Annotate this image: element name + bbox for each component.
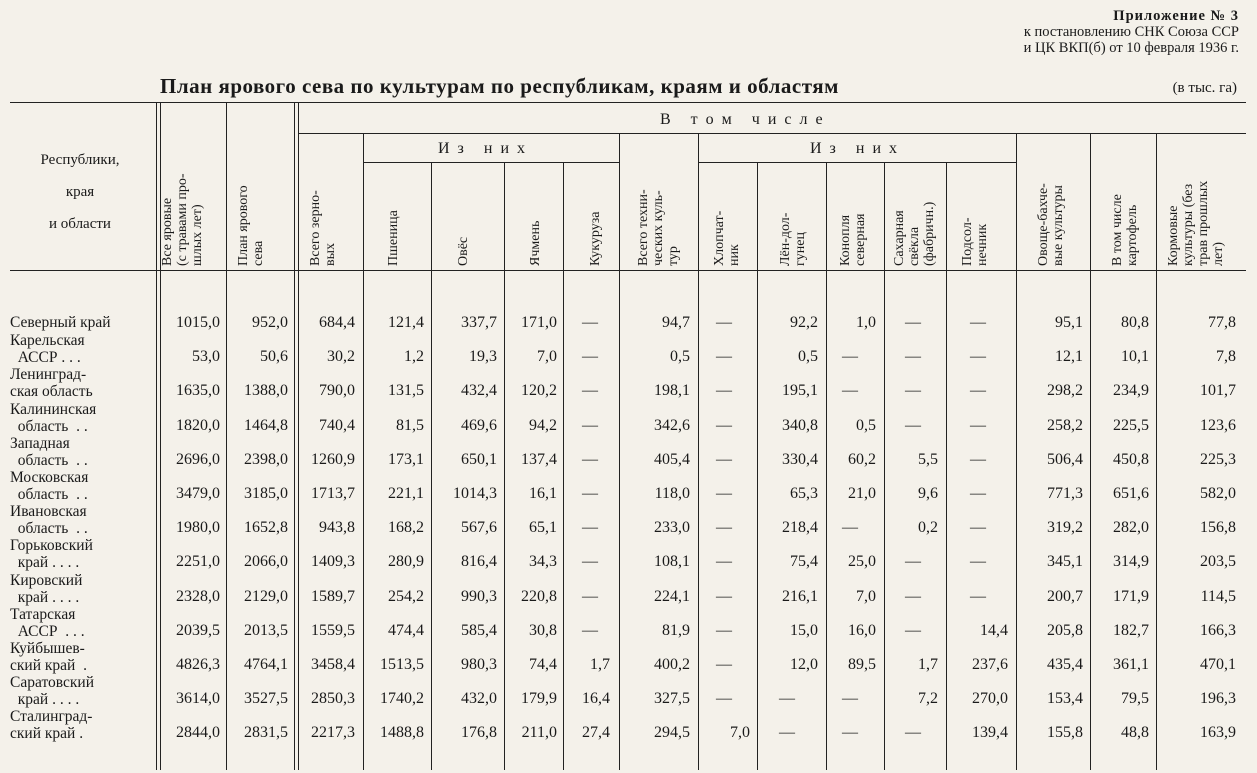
table-cell: — <box>842 690 858 708</box>
table-cell: 270,0 <box>972 690 1008 708</box>
table-cell: 432,0 <box>461 690 497 708</box>
table-cell: — <box>716 314 732 331</box>
table-cell: 12,1 <box>1055 348 1083 366</box>
table-cell: 254,2 <box>388 587 424 605</box>
table-cell: 740,4 <box>319 416 355 434</box>
table-cell: 21,0 <box>848 485 876 502</box>
header-top-rule <box>10 102 1246 103</box>
table-cell: 171,0 <box>521 314 557 331</box>
table-cell: 432,4 <box>461 382 497 400</box>
table-row <box>10 435 1246 469</box>
table-cell: 684,4 <box>319 314 355 331</box>
table-cell: — <box>970 553 986 571</box>
table-cell: 1,0 <box>856 314 876 331</box>
table-cell: — <box>716 485 732 502</box>
table-cell: 0,5 <box>856 416 876 434</box>
table-cell: — <box>842 724 858 742</box>
table-cell: 19,3 <box>469 348 497 366</box>
table-cell: 179,9 <box>521 690 557 708</box>
table-cell: — <box>779 690 795 708</box>
table-cell: 585,4 <box>461 621 497 639</box>
table-cell: 340,8 <box>782 416 818 434</box>
table-cell: 1980,0 <box>176 519 220 537</box>
table-cell: 7,0 <box>856 587 876 605</box>
table-cell: 2013,5 <box>244 621 288 639</box>
table-cell: 651,6 <box>1113 485 1149 502</box>
table-cell: 816,4 <box>461 553 497 571</box>
table-cell: 237,6 <box>972 656 1008 673</box>
table-cell: 121,4 <box>388 314 424 331</box>
table-cell: 4826,3 <box>176 656 220 673</box>
table-cell: — <box>779 724 795 742</box>
table-cell: — <box>970 416 986 434</box>
table-cell: — <box>905 348 921 366</box>
table-cell: 50,6 <box>260 348 288 366</box>
table-cell: 216,1 <box>782 587 818 605</box>
table-cell: 1559,5 <box>311 621 355 639</box>
table-cell: 990,3 <box>461 587 497 605</box>
hemp-header: Конопля северная <box>838 213 868 266</box>
region-name: Ленинград- ская область <box>10 366 93 401</box>
table-cell: 7,0 <box>730 724 750 742</box>
table-cell: — <box>716 690 732 708</box>
table-cell: 7,0 <box>537 348 557 366</box>
grain-of-them-header: И з н и х <box>438 140 527 157</box>
table-cell: 80,8 <box>1121 314 1149 331</box>
table-cell: 176,8 <box>461 724 497 742</box>
table-cell: 81,5 <box>396 416 424 434</box>
table-cell: — <box>716 348 732 366</box>
sowing-plan-table <box>10 102 1246 770</box>
table-cell: 1409,3 <box>311 553 355 571</box>
table-cell: 65,3 <box>790 485 818 502</box>
tech-subgroup-rule <box>698 162 1016 163</box>
table-cell: 1,7 <box>590 656 610 673</box>
table-cell: 1014,3 <box>453 485 497 502</box>
table-cell: 435,4 <box>1047 656 1083 673</box>
table-cell: 89,5 <box>848 656 876 673</box>
all-spring-header: Все яровые (с травами про- шлых лет) <box>160 173 205 266</box>
wheat-header: Пшеница <box>386 210 401 266</box>
table-cell: 7,8 <box>1216 348 1236 366</box>
table-cell: 171,9 <box>1113 587 1149 605</box>
table-cell: — <box>905 587 921 605</box>
table-cell: — <box>716 553 732 571</box>
table-cell: 1820,0 <box>176 416 220 434</box>
table-cell: 34,3 <box>529 553 557 571</box>
table-cell: — <box>905 621 921 639</box>
table-cell: — <box>905 314 921 331</box>
table-cell: 1740,2 <box>380 690 424 708</box>
table-cell: 405,4 <box>654 450 690 468</box>
table-cell: — <box>582 450 598 468</box>
table-cell: — <box>970 587 986 605</box>
oats-header: Овёс <box>456 236 471 266</box>
table-cell: 2850,3 <box>311 690 355 708</box>
table-cell: 506,4 <box>1047 450 1083 468</box>
table-cell: — <box>970 348 986 366</box>
table-cell: 1,7 <box>918 656 938 673</box>
table-cell: 234,9 <box>1113 382 1149 400</box>
table-cell: 582,0 <box>1200 485 1236 502</box>
table-cell: 361,1 <box>1113 656 1149 673</box>
region-name: Кировский край . . . . <box>10 571 83 606</box>
table-cell: 337,7 <box>461 314 497 331</box>
table-row <box>10 708 1246 742</box>
table-cell: 79,5 <box>1121 690 1149 708</box>
table-cell: 220,8 <box>521 587 557 605</box>
table-cell: 92,2 <box>790 314 818 331</box>
table-cell: 450,8 <box>1113 450 1149 468</box>
table-cell: 282,0 <box>1113 519 1149 537</box>
table-cell: 258,2 <box>1047 416 1083 434</box>
appendix-line-2: и ЦК ВКП(б) от 10 февраля 1936 г. <box>1023 40 1239 56</box>
in-total-rule <box>298 133 1246 134</box>
table-row <box>10 572 1246 606</box>
table-cell: 139,4 <box>972 724 1008 742</box>
cotton-header: Хлопчат- ник <box>712 210 742 266</box>
table-cell: — <box>716 450 732 468</box>
table-cell: 48,8 <box>1121 724 1149 742</box>
table-cell: 294,5 <box>654 724 690 742</box>
vegetables-header: Овоще-бахче- вые культуры <box>1036 183 1066 266</box>
table-cell: 342,6 <box>654 416 690 434</box>
table-cell: 1589,7 <box>311 587 355 605</box>
table-cell: — <box>716 587 732 605</box>
table-cell: 3185,0 <box>244 485 288 502</box>
table-cell: 114,5 <box>1200 587 1236 605</box>
table-cell: 10,1 <box>1121 348 1149 366</box>
table-cell: 980,3 <box>461 656 497 673</box>
table-cell: — <box>582 348 598 366</box>
table-cell: 1488,8 <box>380 724 424 742</box>
table-cell: 205,8 <box>1047 621 1083 639</box>
region-name: Татарская АССР . . . <box>10 605 85 640</box>
table-cell: 16,1 <box>529 485 557 502</box>
table-cell: 95,1 <box>1055 314 1083 331</box>
table-cell: 298,2 <box>1047 382 1083 400</box>
table-cell: 30,2 <box>327 348 355 366</box>
table-cell: — <box>842 519 858 537</box>
table-cell: 65,1 <box>529 519 557 537</box>
table-cell: 1260,9 <box>311 450 355 468</box>
table-cell: 0,5 <box>798 348 818 366</box>
table-cell: 94,7 <box>662 314 690 331</box>
table-cell: — <box>582 621 598 639</box>
table-cell: 173,1 <box>388 450 424 468</box>
table-cell: 314,9 <box>1113 553 1149 571</box>
table-cell: — <box>582 485 598 502</box>
flax-header: Лён-дол- гунец <box>778 212 808 266</box>
region-name: Северный край <box>10 314 111 331</box>
table-cell: 470,1 <box>1200 656 1236 673</box>
table-cell: 400,2 <box>654 656 690 673</box>
table-cell: 16,4 <box>582 690 610 708</box>
units-note: (в тыс. га) <box>1172 80 1237 96</box>
table-cell: 15,0 <box>790 621 818 639</box>
region-name: Саратовский край . . . . <box>10 674 94 709</box>
table-cell: — <box>582 519 598 537</box>
table-cell: — <box>582 382 598 400</box>
table-cell: — <box>905 416 921 434</box>
table-cell: 1513,5 <box>380 656 424 673</box>
table-cell: 166,3 <box>1200 621 1236 639</box>
table-cell: 2696,0 <box>176 450 220 468</box>
table-cell: 25,0 <box>848 553 876 571</box>
table-cell: 108,1 <box>654 553 690 571</box>
table-cell: 3614,0 <box>176 690 220 708</box>
table-cell: — <box>582 416 598 434</box>
table-row <box>10 401 1246 435</box>
grain-total-header: Всего зерно- вых <box>308 190 338 266</box>
table-cell: — <box>905 724 921 742</box>
region-name: Западная область . . <box>10 434 88 469</box>
table-cell: 2251,0 <box>176 553 220 571</box>
in-total-header: В т о м ч и с л е <box>660 111 825 128</box>
table-cell: 1388,0 <box>244 382 288 400</box>
table-cell: — <box>716 621 732 639</box>
table-cell: 77,8 <box>1208 314 1236 331</box>
table-cell: 1,2 <box>404 348 424 366</box>
fodder-header: Кормовые культуры (без трав прошлых лет) <box>1166 180 1226 266</box>
table-cell: — <box>970 450 986 468</box>
potato-header: В том числе картофель <box>1110 194 1140 266</box>
table-cell: 221,1 <box>388 485 424 502</box>
table-cell: 198,1 <box>654 382 690 400</box>
region-name: Московская область . . <box>10 469 89 503</box>
table-cell: 943,8 <box>319 519 355 537</box>
table-cell: 1652,8 <box>244 519 288 537</box>
table-cell: — <box>970 485 986 502</box>
table-cell: 567,6 <box>461 519 497 537</box>
table-cell: 469,6 <box>461 416 497 434</box>
table-cell: 7,2 <box>918 690 938 708</box>
table-row <box>10 298 1246 332</box>
table-cell: 195,1 <box>782 382 818 400</box>
appendix-title: Приложение № 3 <box>1113 8 1239 24</box>
table-cell: 203,5 <box>1200 553 1236 571</box>
table-cell: 2831,5 <box>244 724 288 742</box>
table-cell: 14,4 <box>980 621 1008 639</box>
table-cell: 137,4 <box>521 450 557 468</box>
table-cell: 211,0 <box>521 724 557 742</box>
table-cell: 182,7 <box>1113 621 1149 639</box>
table-cell: — <box>842 348 858 366</box>
appendix-note <box>1024 8 1239 56</box>
region-name: Сталинград- ский край . <box>10 708 93 743</box>
table-row <box>10 332 1246 366</box>
table-cell: 0,5 <box>670 348 690 366</box>
table-row <box>10 503 1246 537</box>
table-cell: 3458,4 <box>311 656 355 673</box>
table-cell: 771,3 <box>1047 485 1083 502</box>
region-name: Карельская АССР . . . <box>10 332 85 367</box>
table-cell: — <box>582 587 598 605</box>
table-cell: — <box>716 656 732 673</box>
region-name: Ивановская область . . <box>10 503 88 538</box>
table-cell: 225,3 <box>1200 450 1236 468</box>
tech-total-header: Всего техни- ческих куль- тур <box>636 189 681 266</box>
table-cell: 168,2 <box>388 519 424 537</box>
table-cell: 790,0 <box>319 382 355 400</box>
table-cell: 30,8 <box>529 621 557 639</box>
tech-of-them-header: И з н и х <box>810 140 899 157</box>
table-cell: 53,0 <box>192 348 220 366</box>
table-cell: 75,4 <box>790 553 818 571</box>
table-cell: 345,1 <box>1047 553 1083 571</box>
sunflower-header: Подсол- нечник <box>960 217 990 266</box>
table-cell: 156,8 <box>1200 519 1236 537</box>
table-cell: 330,4 <box>782 450 818 468</box>
table-cell: 4764,1 <box>244 656 288 673</box>
table-row <box>10 674 1246 708</box>
table-cell: 74,4 <box>529 656 557 673</box>
table-cell: 5,5 <box>918 450 938 468</box>
table-cell: — <box>842 382 858 400</box>
table-cell: 2039,5 <box>176 621 220 639</box>
table-cell: — <box>716 416 732 434</box>
table-row <box>10 537 1246 571</box>
table-cell: 60,2 <box>848 450 876 468</box>
table-cell: 155,8 <box>1047 724 1083 742</box>
table-header <box>10 102 1246 272</box>
table-cell: 2217,3 <box>311 724 355 742</box>
table-cell: 2398,0 <box>244 450 288 468</box>
table-cell: 153,4 <box>1047 690 1083 708</box>
table-cell: 196,3 <box>1200 690 1236 708</box>
table-cell: 474,4 <box>388 621 424 639</box>
table-cell: 81,9 <box>662 621 690 639</box>
table-cell: 952,0 <box>252 314 288 331</box>
table-cell: 200,7 <box>1047 587 1083 605</box>
table-cell: 327,5 <box>654 690 690 708</box>
table-cell: 101,7 <box>1200 382 1236 400</box>
table-cell: 280,9 <box>388 553 424 571</box>
table-cell: 1015,0 <box>176 314 220 331</box>
table-cell: — <box>582 553 598 571</box>
table-cell: 2129,0 <box>244 587 288 605</box>
page-title: План ярового сева по культурам по республикам, краям и областям <box>160 74 839 98</box>
table-cell: 218,4 <box>782 519 818 537</box>
table-cell: — <box>970 519 986 537</box>
table-row <box>10 366 1246 400</box>
table-row <box>10 640 1246 674</box>
table-cell: 3527,5 <box>244 690 288 708</box>
appendix-line-1: к постановлению СНК Союза ССР <box>1023 24 1239 40</box>
table-cell: 163,9 <box>1200 724 1236 742</box>
table-cell: 27,4 <box>582 724 610 742</box>
table-cell: — <box>970 314 986 331</box>
table-cell: 3479,0 <box>176 485 220 502</box>
table-cell: — <box>905 382 921 400</box>
table-cell: 225,5 <box>1113 416 1149 434</box>
table-cell: 233,0 <box>654 519 690 537</box>
corn-header: Кукуруза <box>588 211 603 266</box>
table-cell: 94,2 <box>529 416 557 434</box>
table-cell: — <box>716 519 732 537</box>
table-cell: 650,1 <box>461 450 497 468</box>
region-name: Горьковский край . . . . <box>10 537 93 572</box>
table-cell: 9,6 <box>918 485 938 502</box>
region-column-header: Республики, края и области <box>40 152 120 232</box>
plan-header: План ярового сева <box>236 185 266 266</box>
table-cell: 123,6 <box>1200 416 1236 434</box>
table-row <box>10 469 1246 503</box>
table-row <box>10 606 1246 640</box>
table-cell: — <box>905 553 921 571</box>
table-cell: 2844,0 <box>176 724 220 742</box>
table-cell: 2328,0 <box>176 587 220 605</box>
table-cell: 224,1 <box>654 587 690 605</box>
table-cell: 120,2 <box>521 382 557 400</box>
header-bottom-rule <box>10 270 1246 271</box>
table-cell: 118,0 <box>654 485 690 502</box>
region-name: Калининская область . . <box>10 400 97 435</box>
table-cell: 1635,0 <box>176 382 220 400</box>
region-name: Куйбышев- ский край . <box>10 640 87 674</box>
table-cell: 0,2 <box>918 519 938 537</box>
sugarbeet-header: Сахарная свёкла (фабричн.) <box>892 201 937 266</box>
table-cell: — <box>970 382 986 400</box>
table-cell: — <box>716 382 732 400</box>
table-cell: 1713,7 <box>311 485 355 502</box>
table-cell: 2066,0 <box>244 553 288 571</box>
table-cell: 1464,8 <box>244 416 288 434</box>
grain-subgroup-rule <box>363 162 619 163</box>
barley-header: Ячмень <box>528 220 543 266</box>
table-cell: 131,5 <box>388 382 424 400</box>
table-cell: — <box>582 314 598 331</box>
table-cell: 319,2 <box>1047 519 1083 537</box>
table-cell: 12,0 <box>790 656 818 673</box>
table-cell: 16,0 <box>848 621 876 639</box>
